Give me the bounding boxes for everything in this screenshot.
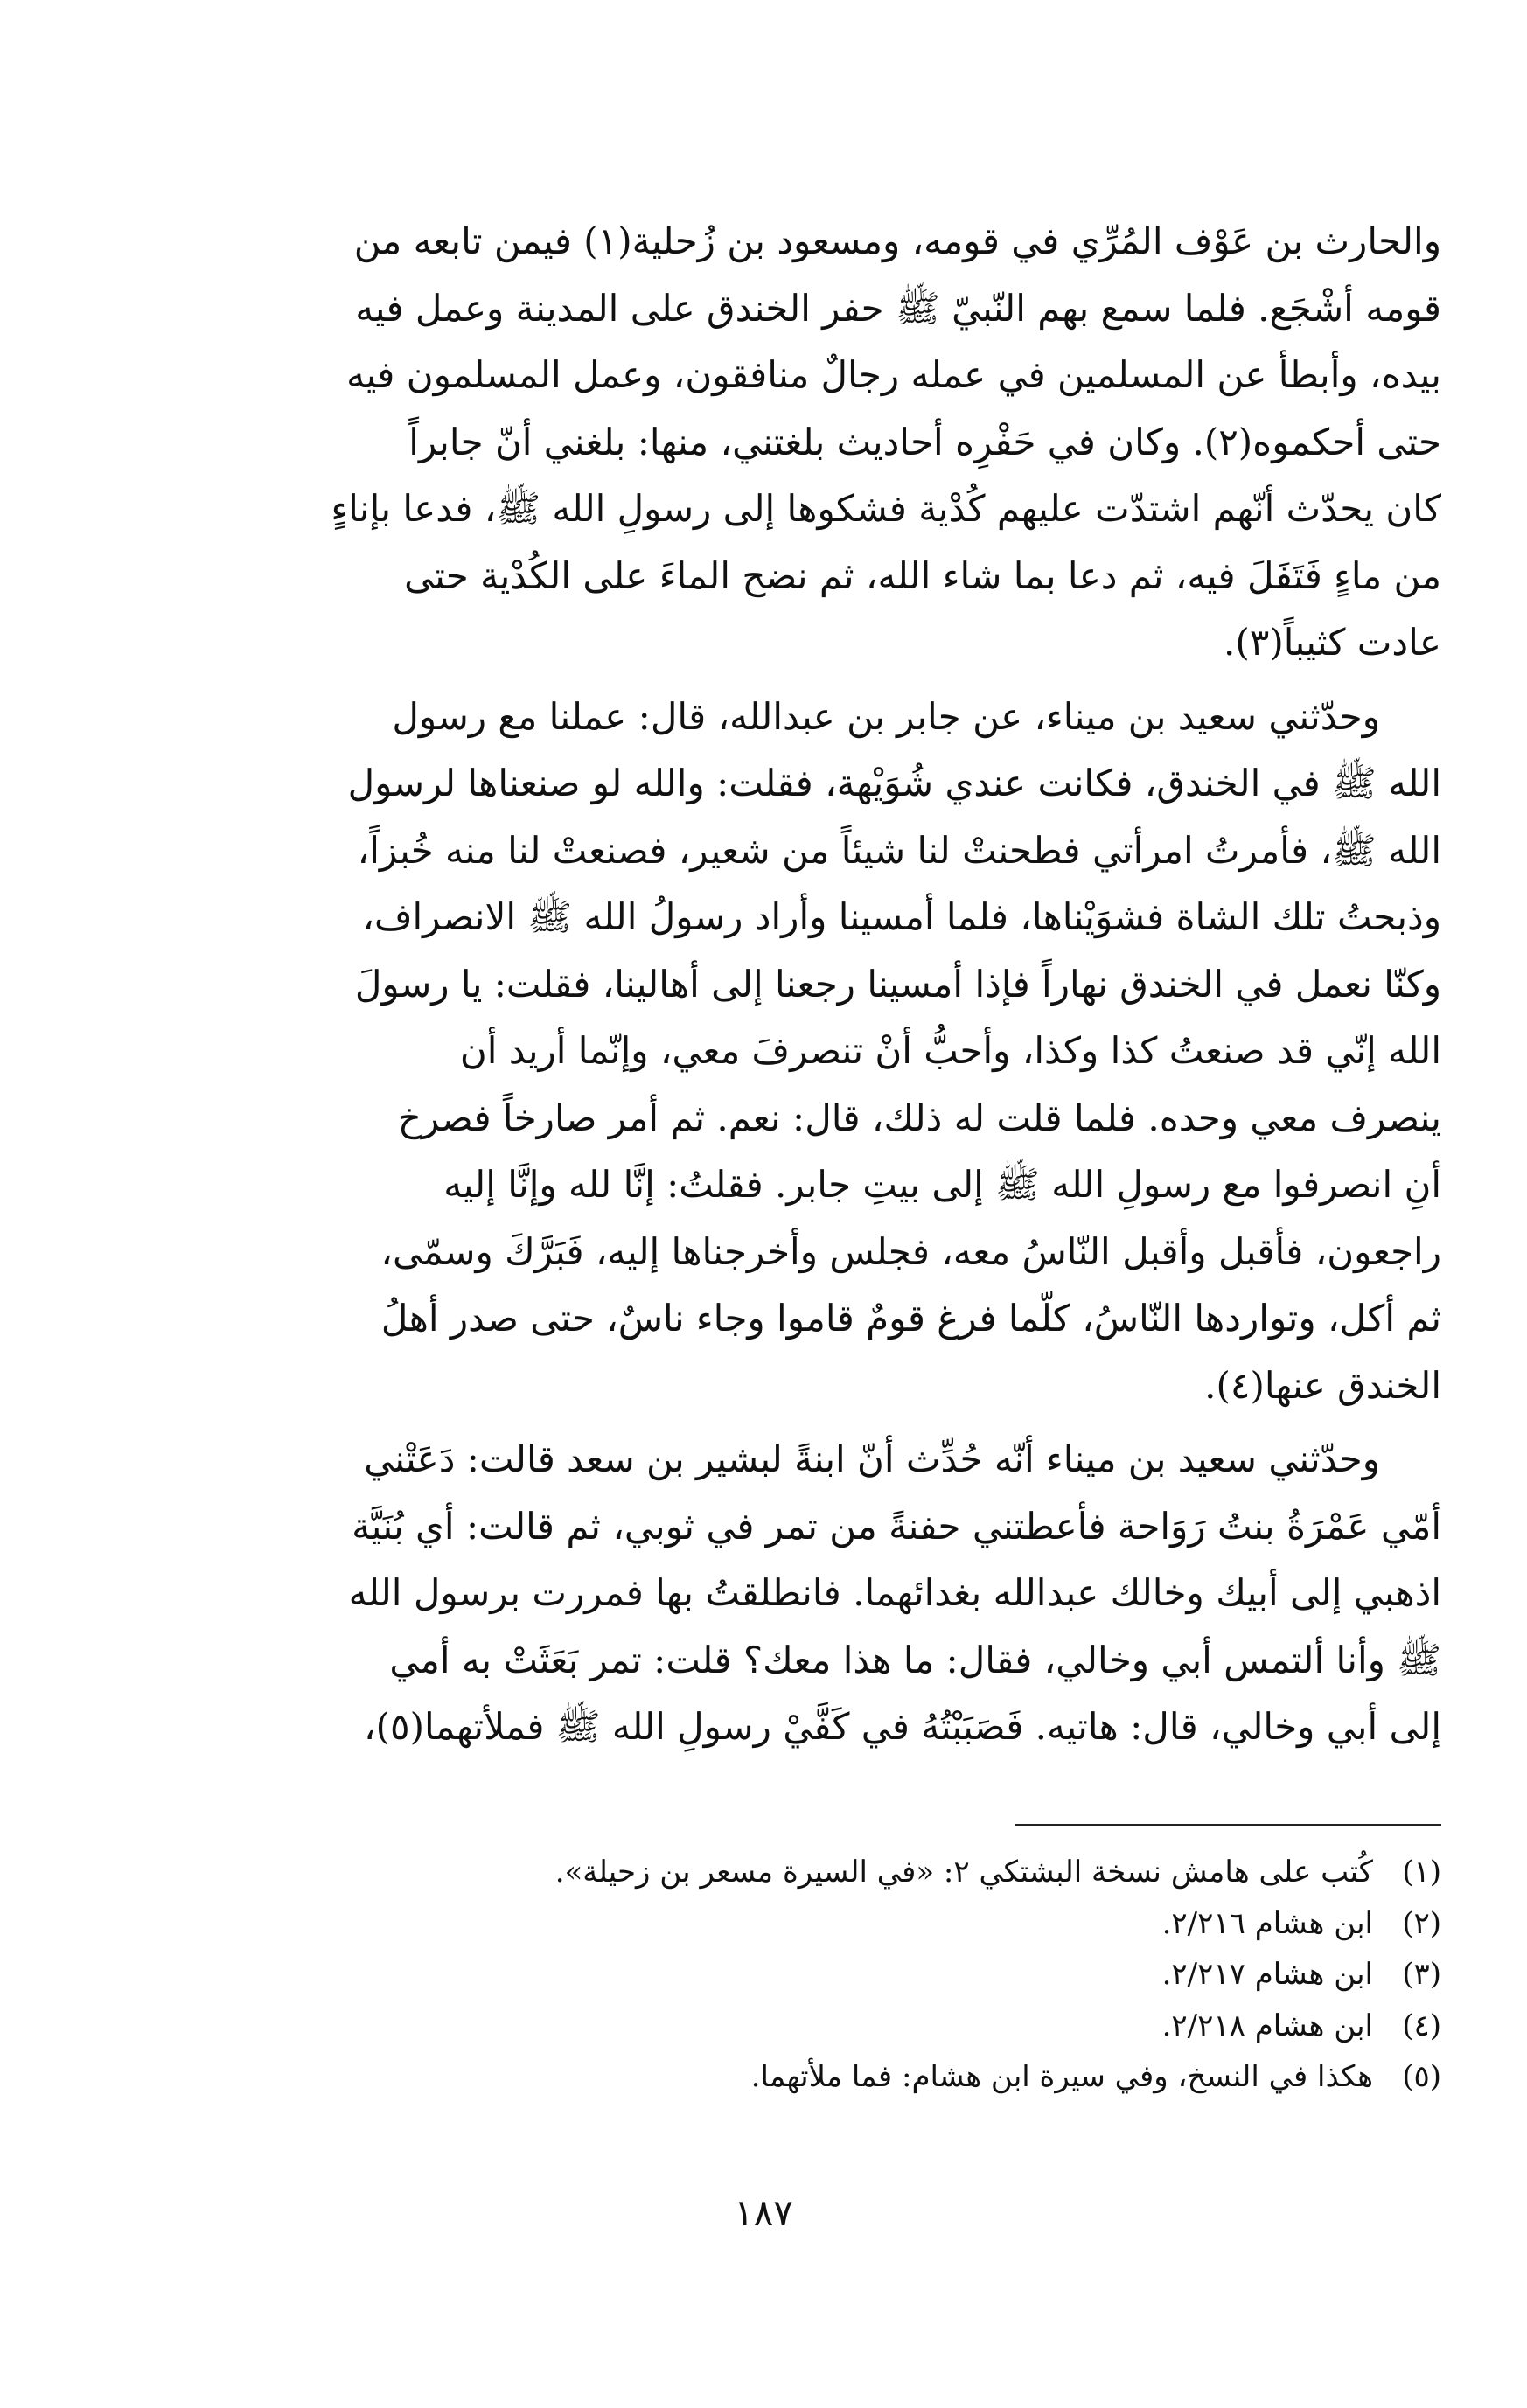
text-line: الله إنّي قد صنعتُ كذا وكذا، وأحبُّ أنْ تنصرفَ معي، وإنّما أريد أن bbox=[459, 1029, 1441, 1072]
footnotes bbox=[199, 1847, 1441, 2103]
text-line: أمّي عَمْرَةُ بنتُ رَوَاحة فأعطتني حفنةً من تمر في ثوبي، ثم قالت: أي بُنَيَّة bbox=[352, 1504, 1441, 1548]
text-line: الله ﷺ في الخندق، فكانت عندي شُوَيْهة، فقلت: والله لو صنعناها لرسول bbox=[347, 762, 1441, 804]
footnote bbox=[199, 1847, 1441, 1898]
footnote bbox=[199, 2051, 1441, 2103]
text-line: عادت كثيباً(٣). bbox=[1224, 621, 1441, 664]
text-line: وكنّا نعمل في الخندق نهاراً فإذا أمسينا رجعنا إلى أهالينا، فقلت: يا رسولَ bbox=[354, 962, 1441, 1006]
paragraph-2 bbox=[199, 684, 1441, 1420]
footnote-text: هكذا في النسخ، وفي سيرة ابن هشام: فما ملأتهما. bbox=[750, 2059, 1373, 2094]
footnote-text: كُتب على هامش نسخة البشتكي ٢: «في السيرة مسعر بن زحيلة». bbox=[554, 1855, 1373, 1890]
text-line: راجعون، فأقبل وأقبل النّاسُ معه، فجلس وأخرجناها إليه، فَبَرَّكَ وسمّى، bbox=[380, 1229, 1441, 1273]
text-line: أنِ انصرفوا مع رسولِ الله ﷺ إلى بيتِ جابر. فقلتُ: إنَّا لله وإنَّا إليه bbox=[443, 1163, 1441, 1206]
footnote-divider bbox=[1015, 1824, 1441, 1826]
footnote-number: (٥) bbox=[1402, 2059, 1441, 2094]
text-line: من ماءٍ فَتَفَلَ فيه، ثم دعا بما شاء الله، ثم نضح الماءَ على الكُدْية حتى bbox=[404, 553, 1441, 597]
footnote-number: (٣) bbox=[1402, 1957, 1441, 1992]
text-line: الخندق عنها(٤). bbox=[1204, 1363, 1441, 1407]
footnote-text: ابن هشام ٢/٢١٨. bbox=[1161, 2008, 1373, 2043]
text-line: بيده، وأبطأ عن المسلمين في عمله رجالٌ منافقون، وعمل المسلمون فيه bbox=[346, 353, 1441, 396]
text-line: اذهبي إلى أبيك وخالك عبدالله بغدائهما. فانطلقتُ بها فمررت برسول الله bbox=[348, 1571, 1441, 1614]
paragraph-1 bbox=[199, 208, 1441, 677]
footnote-number: (٤) bbox=[1402, 2008, 1441, 2043]
text-line: وحدّثني سعيد بن ميناء، عن جابر بن عبدالله، قال: عملنا مع رسول bbox=[392, 694, 1380, 738]
text-line: ﷺ وأنا ألتمس أبي وخالي، فقال: ما هذا معك؟ قلت: تمر بَعَثَتْ به أمي bbox=[389, 1638, 1441, 1681]
main-text bbox=[199, 208, 1441, 1761]
footnote bbox=[199, 2001, 1441, 2052]
footnote-number: (٢) bbox=[1402, 1905, 1441, 1941]
text-line: إلى أبي وخالي، قال: هاتيه. فَصَبَبْتُهُ في كَفَّيْ رسولِ الله ﷺ فملأتهما(٥)، bbox=[364, 1705, 1441, 1748]
paragraph-3 bbox=[199, 1426, 1441, 1761]
text-line: حتى أحكموه(٢). وكان في حَفْرِه أحاديث بلغتني، منها: بلغني أنّ جابراً bbox=[408, 420, 1441, 463]
footnote bbox=[199, 1949, 1441, 2001]
text-line: قومه أشْجَع. فلما سمع بهم النّبيّ ﷺ حفر الخندق على المدينة وعمل فيه bbox=[355, 286, 1441, 330]
text-line: ثم أكل، وتواردها النّاسُ، كلّما فرغ قومٌ قاموا وجاء ناسٌ، حتى صدر أهلُ bbox=[380, 1297, 1441, 1340]
text-line: الله ﷺ، فأمرتُ امرأتي فطحنتْ لنا شيئاً من شعير، فصنعتْ لنا منه خُبزاً، bbox=[357, 828, 1441, 872]
text-line: كان يحدّث أنّهم اشتدّت عليهم كُدْية فشكوها إلى رسولِ الله ﷺ، فدعا بإناءٍ bbox=[331, 487, 1441, 530]
footnote-text: ابن هشام ٢/٢١٧. bbox=[1161, 1957, 1373, 1992]
text-line: ينصرف معي وحده. فلما قلت له ذلك، قال: نعم. ثم أمر صارخاً فصرخ bbox=[397, 1096, 1441, 1139]
page-number: ١٨٧ bbox=[734, 2191, 793, 2234]
footnote bbox=[199, 1898, 1441, 1950]
text-line: والحارث بن عَوْف المُرِّي في قومه، ومسعود بن زُحلية(١) فيمن تابعه من bbox=[353, 219, 1441, 262]
text-line: وذبحتُ تلك الشاة فشوَيْناها، فلما أمسينا وأراد رسولُ الله ﷺ الانصراف، bbox=[362, 895, 1441, 938]
footnote-number: (١) bbox=[1402, 1855, 1441, 1890]
footnote-text: ابن هشام ٢/٢١٦. bbox=[1161, 1905, 1373, 1941]
text-line: وحدّثني سعيد بن ميناء أنّه حُدِّث أنّ ابنةً لبشير بن سعد قالت: دَعَتْني bbox=[364, 1437, 1380, 1480]
